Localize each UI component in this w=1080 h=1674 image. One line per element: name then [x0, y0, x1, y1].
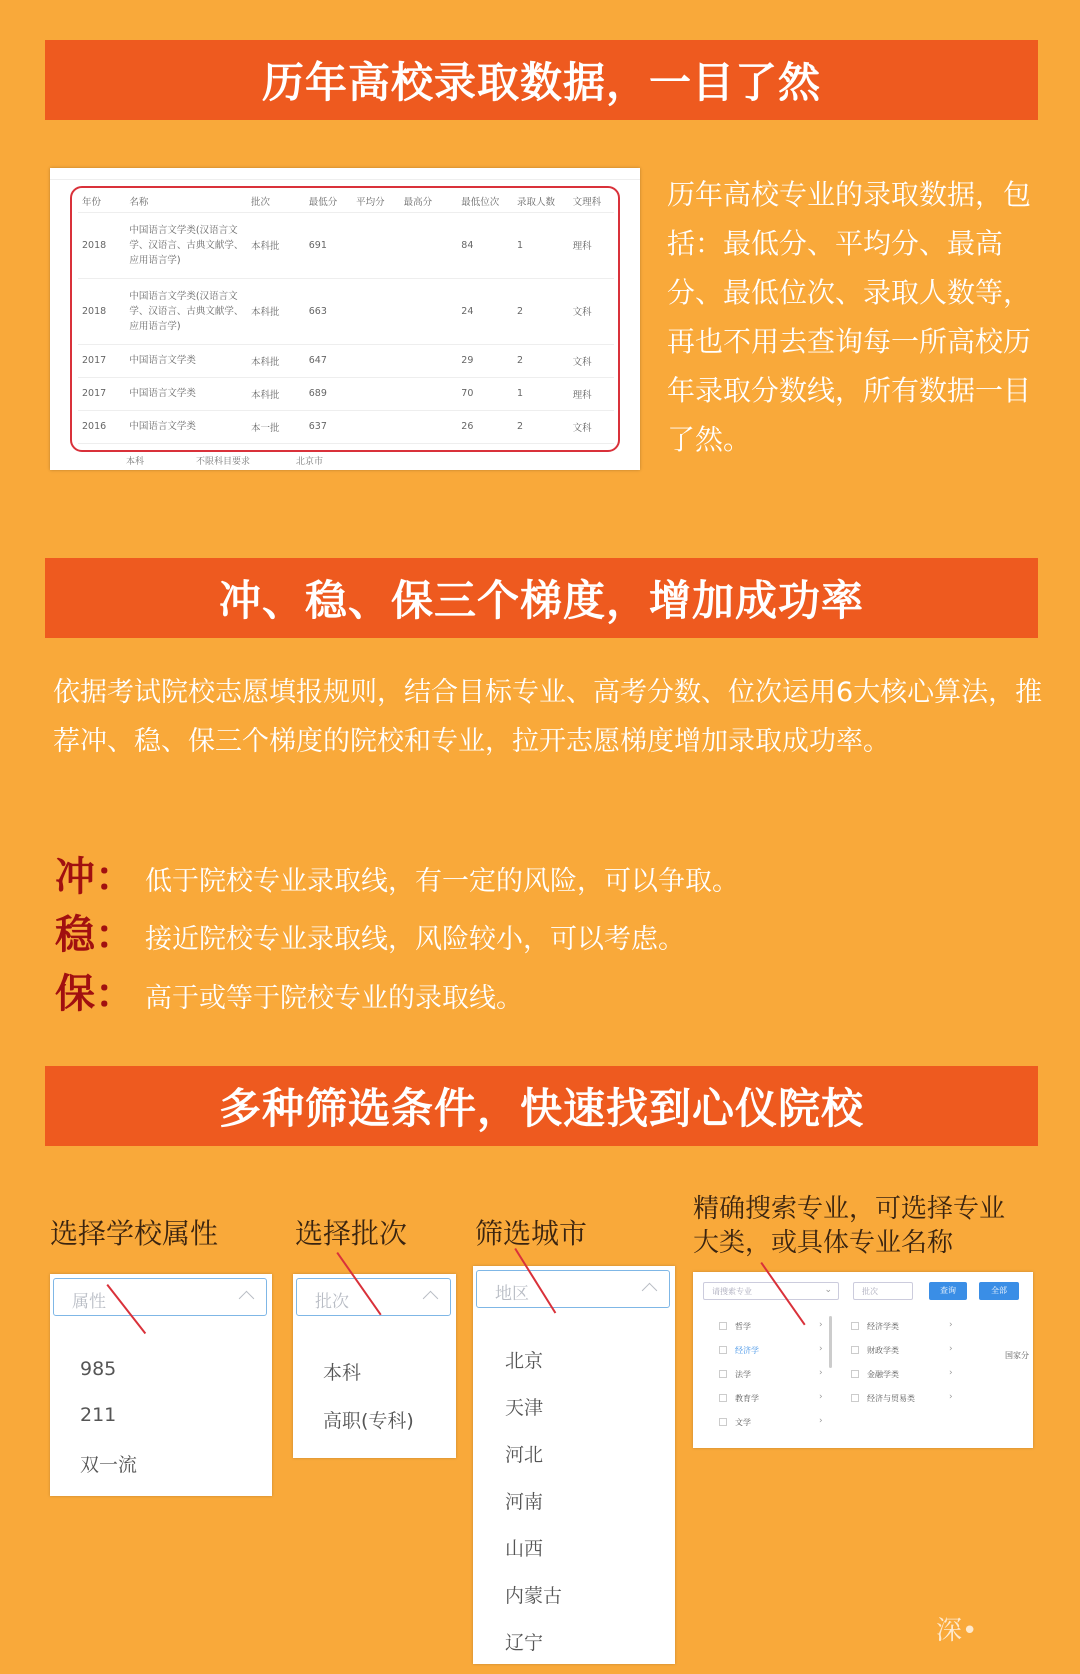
banner-filters	[45, 1066, 1038, 1146]
all-button[interactable]: 全部	[979, 1282, 1019, 1300]
th-min-rank: 最低位次	[457, 190, 513, 212]
checkbox[interactable]	[851, 1346, 859, 1354]
th-year: 年份	[78, 190, 125, 212]
table-row	[78, 278, 614, 344]
banner-title: 历年高校录取数据，一目了然	[261, 58, 821, 107]
caption-major-line1: 精确搜索专业，可选择专业	[693, 1194, 1006, 1224]
city-placeholder: 地区	[495, 1284, 529, 1304]
query-button[interactable]: 查询	[929, 1282, 967, 1300]
batch-option-vocational[interactable]: 高职(专科)	[323, 1410, 414, 1432]
cell: 本科批	[247, 278, 305, 344]
city-option[interactable]: 内蒙古	[505, 1585, 563, 1607]
chevron-right-icon: ›	[819, 1320, 823, 1330]
checkbox[interactable]	[851, 1394, 859, 1402]
major-input-placeholder: 请搜索专业	[712, 1287, 752, 1296]
banner-three-tiers	[45, 558, 1038, 638]
cell: 84	[457, 212, 513, 278]
tier-text: 高于或等于院校专业的录取线。	[145, 983, 523, 1014]
cell: 24	[457, 278, 513, 344]
cell: 1	[513, 377, 569, 410]
category-item[interactable]: 哲学	[735, 1322, 751, 1331]
major-batch-placeholder: 批次	[862, 1287, 878, 1296]
cell: 663	[305, 278, 352, 344]
chevron-up-icon	[423, 1291, 439, 1307]
checkbox[interactable]	[719, 1370, 727, 1378]
checkbox[interactable]	[719, 1346, 727, 1354]
cell: 2018	[78, 278, 125, 344]
cell: 1	[513, 212, 569, 278]
footer-level: 本科	[126, 457, 145, 467]
tier-match	[55, 903, 685, 960]
tier-text: 接近院校专业录取线，风险较小，可以考虑。	[145, 924, 685, 955]
table-row	[78, 377, 614, 410]
caption-city: 筛选城市	[475, 1217, 588, 1250]
th-max-score: 最高分	[400, 190, 458, 212]
watermark: 深•	[936, 1616, 978, 1646]
th-batch: 批次	[247, 190, 305, 212]
cell: 本科批	[247, 212, 305, 278]
city-option[interactable]: 山西	[505, 1538, 544, 1560]
tier-key: 稳：	[55, 912, 135, 958]
attr-option-985[interactable]: 985	[80, 1358, 117, 1380]
tier-text: 低于院校专业录取线，有一定的风险，可以争取。	[145, 866, 739, 897]
cell: 本科批	[247, 344, 305, 377]
major-search-panel	[693, 1272, 1033, 1448]
chevron-down-icon: ⌄	[824, 1285, 832, 1295]
cell	[400, 212, 458, 278]
cell: 本科批	[247, 377, 305, 410]
chevron-right-icon: ›	[949, 1344, 953, 1354]
admission-description: 历年高校专业的录取数据，包括：最低分、平均分、最高分、最低位次、录取人数等，再也不用去查询每一所高校历年录取分数线，所有数据一目了然。	[667, 178, 1032, 456]
chevron-right-icon: ›	[819, 1368, 823, 1378]
table-footer	[50, 454, 640, 468]
attr-placeholder: 属性	[72, 1292, 106, 1312]
cell	[352, 278, 399, 344]
cell: 文科	[569, 278, 614, 344]
cell	[400, 377, 458, 410]
caption-major-line2: 大类，或具体专业名称	[693, 1228, 954, 1258]
cell: 2017	[78, 344, 125, 377]
cell	[352, 344, 399, 377]
cell	[400, 344, 458, 377]
batch-dropdown-panel	[293, 1274, 456, 1458]
checkbox[interactable]	[719, 1322, 727, 1330]
banner-admission-data	[45, 40, 1038, 120]
caption-school-attr: 选择学校属性	[50, 1217, 219, 1250]
tier-reach	[55, 845, 739, 902]
category-item[interactable]: 教育学	[735, 1394, 759, 1403]
checkbox[interactable]	[719, 1418, 727, 1426]
cell: 689	[305, 377, 352, 410]
checkbox[interactable]	[851, 1322, 859, 1330]
cell: 文科	[569, 410, 614, 443]
attr-option-211[interactable]: 211	[80, 1404, 117, 1426]
city-option[interactable]: 河南	[505, 1491, 544, 1513]
cell: 2	[513, 410, 569, 443]
tier-safe	[55, 962, 523, 1019]
attr-select[interactable]	[53, 1278, 267, 1316]
cell: 理科	[569, 377, 614, 410]
chevron-right-icon: ›	[949, 1368, 953, 1378]
cell: 691	[305, 212, 352, 278]
admission-table	[78, 190, 614, 444]
cell: 2016	[78, 410, 125, 443]
city-option[interactable]: 辽宁	[505, 1632, 544, 1654]
chevron-right-icon: ›	[819, 1344, 823, 1354]
cell: 637	[305, 410, 352, 443]
footer-subject: 不限科目要求	[196, 457, 251, 467]
cell: 中国语言文学类	[125, 344, 247, 377]
cell	[352, 212, 399, 278]
chevron-up-icon	[239, 1291, 255, 1307]
subcategory-item[interactable]: 财政学类	[867, 1346, 899, 1355]
batch-placeholder: 批次	[315, 1292, 349, 1312]
table-row	[78, 410, 614, 443]
tier-key: 保：	[55, 971, 135, 1017]
cell: 2017	[78, 377, 125, 410]
banner-title: 多种筛选条件，快速找到心仪院校	[218, 1084, 864, 1133]
banner-title: 冲、稳、保三个梯度，增加成功率	[218, 576, 864, 625]
side-label: 国家分	[1005, 1351, 1029, 1360]
city-option[interactable]: 天津	[505, 1397, 544, 1419]
batch-select[interactable]	[296, 1278, 451, 1316]
subcategory-item[interactable]: 经济与贸易类	[867, 1394, 915, 1403]
chevron-up-icon	[642, 1283, 658, 1299]
list-scrollbar[interactable]	[829, 1316, 832, 1368]
subcategory-item[interactable]: 经济学类	[867, 1322, 899, 1331]
major-batch-input[interactable]	[853, 1282, 913, 1300]
admission-table-screenshot	[50, 168, 640, 470]
cell: 文科	[569, 344, 614, 377]
city-option[interactable]: 河北	[505, 1444, 544, 1466]
cell: 70	[457, 377, 513, 410]
cell: 26	[457, 410, 513, 443]
attr-option-double-first-class[interactable]: 双一流	[80, 1454, 138, 1476]
cell: 中国语言文学类	[125, 410, 247, 443]
table-row	[78, 212, 614, 278]
checkbox[interactable]	[851, 1370, 859, 1378]
cell: 647	[305, 344, 352, 377]
checkbox[interactable]	[719, 1394, 727, 1402]
cell	[352, 410, 399, 443]
category-item[interactable]: 经济学	[735, 1346, 759, 1355]
table-ghost-header	[50, 170, 640, 180]
city-option[interactable]: 北京	[505, 1350, 544, 1372]
cell: 中国语言文学类	[125, 377, 247, 410]
attr-dropdown-panel	[50, 1274, 272, 1496]
cell: 2018	[78, 212, 125, 278]
cell	[352, 377, 399, 410]
th-min-score: 最低分	[305, 190, 352, 212]
cell: 本一批	[247, 410, 305, 443]
cell	[400, 410, 458, 443]
city-select[interactable]	[476, 1270, 670, 1308]
cell: 中国语言文学类(汉语言文学、汉语言、古典文献学、应用语言学)	[125, 278, 247, 344]
batch-option-undergrad[interactable]: 本科	[323, 1362, 362, 1384]
category-item[interactable]: 法学	[735, 1370, 751, 1379]
cell: 2	[513, 278, 569, 344]
cell	[400, 278, 458, 344]
footer-city: 北京市	[296, 457, 324, 467]
table-header-row	[78, 190, 614, 212]
th-name: 名称	[125, 190, 247, 212]
tiers-description: 依据考试院校志愿填报规则，结合目标专业、高考分数、位次运用6大核心算法，推荐冲、稳、保三个梯度的院校和专业，拉开志愿梯度增加录取成功率。	[53, 677, 1043, 757]
table-row	[78, 344, 614, 377]
tier-key: 冲：	[55, 854, 135, 900]
th-enrolled: 录取人数	[513, 190, 569, 212]
th-track: 文理科	[569, 190, 614, 212]
caption-batch: 选择批次	[295, 1217, 408, 1250]
category-item[interactable]: 文学	[735, 1418, 751, 1427]
cell: 2	[513, 344, 569, 377]
chevron-right-icon: ›	[949, 1320, 953, 1330]
major-search-input[interactable]	[703, 1282, 839, 1300]
cell: 中国语言文学类(汉语言文学、汉语言、古典文献学、应用语言学)	[125, 212, 247, 278]
cell: 29	[457, 344, 513, 377]
subcategory-item[interactable]: 金融学类	[867, 1370, 899, 1379]
cell: 理科	[569, 212, 614, 278]
th-avg-score: 平均分	[352, 190, 399, 212]
chevron-right-icon: ›	[819, 1416, 823, 1426]
chevron-right-icon: ›	[819, 1392, 823, 1402]
city-dropdown-panel	[473, 1266, 675, 1664]
chevron-right-icon: ›	[949, 1392, 953, 1402]
